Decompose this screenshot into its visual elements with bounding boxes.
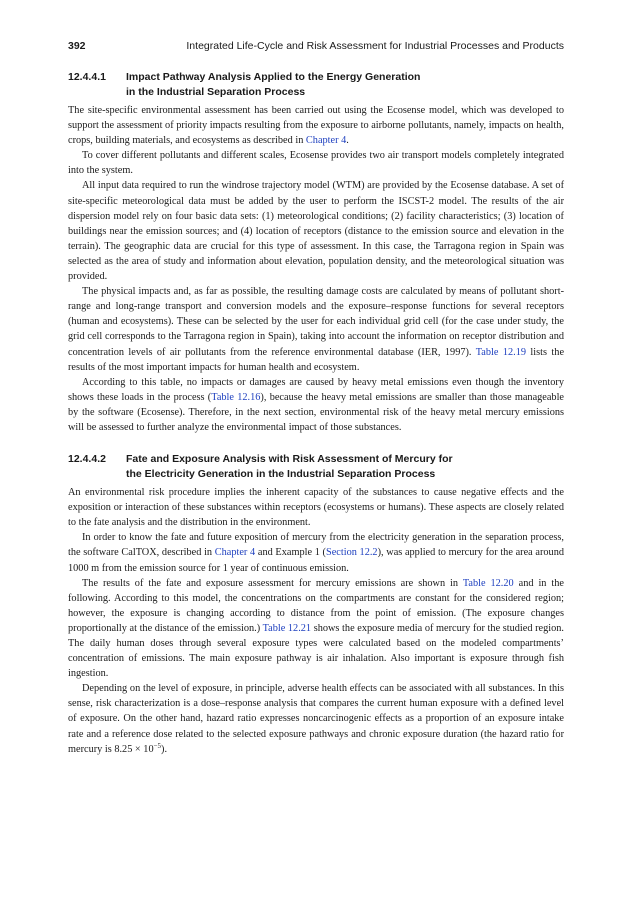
table-12-16-link[interactable]: Table 12.16 [211,391,261,403]
paragraph: All input data required to run the windrose trajectory model (WTM) are provided by the Ecosense database. A set of site-specific meteorological data must be added by the user to perform the ISCST-2 model. The results of the air dispersion model rely on four basic data sets: (1) meteorological conditions; (2) facility characteristics; (3) location of buildings near the emission sources; and (4) location of receptors (distance to the emission source and elevation in the terrain). The geographic data are crucial for this type of assessment. In this case, the Tarragona region in Spain was selected as the area of study and information about elevation, population density, and the meteorological situation was provided. [68,180,564,283]
running-title: Integrated Life-Cycle and Risk Assessment for Industrial Processes and Products [186,40,564,52]
table-12-21-link[interactable]: Table 12.21 [262,622,312,634]
paragraph: The physical impacts and, as far as possible, the resulting damage costs are calculated by means of pollutant short-range and long-range transport and conversion models and the exposure–response functions for several receptors (human and ecosystems). These can be selected by the user for each individual grid cell (for the case under study, the grid cell corresponds to the Tarragona region in Spain), taking into account the information on receptor distribution and concentration levels of air pollutants from the reference environmental database (IER, 1997). Table 12.19 lists the results of the most important impacts for human health and ecosystem. [68,286,565,373]
chapter-4-link[interactable]: Chapter 4 [305,135,347,147]
section-12-4-4-2 [68,452,564,757]
page-number: 392 [68,40,86,52]
section-number: 12.4.4.2 [68,453,106,466]
section-title: Impact Pathway Analysis Applied to the Energy Generation in the Industrial Separation Process [126,71,421,98]
section-heading [68,452,564,482]
table-12-20-link[interactable]: Table 12.20 [462,577,514,589]
exponent: −5 [153,741,162,750]
paragraph: Depending on the level of exposure, in principle, adverse health effects can be associated with all substances. In this sense, risk characterization is a dose–response analysis that compares the current human exposure with a defined level of exposure. On the other hand, hazard ratio expresses noncarcinogenic effects as a proportion of an exposure intake rate and a reference dose related to the selected exposure pathways and chronic exposure duration (the hazard ratio for mercury is $8.25 \times 10^{-5}$). [68,683,564,755]
section-12-4-4-1 [68,70,564,435]
section-heading [68,70,564,100]
paragraph: The site-specific environmental assessment has been carried out using the Ecosense model, which was developed to support the assessment of priority impacts resulting from the exposure to airborne pollutants, namely, impacts on health, crops, building materials, and ecosystems as described in Chapter 4. [68,105,564,147]
section-12-2-link[interactable]: Section 12.2 [325,547,378,559]
page [68,40,564,757]
paragraph: The results of the fate and exposure assessment for mercury emissions are shown in Table 12.20 and in the following. According to this model, the concentrations on the compartments are constant for the considered region; however, the exposure is changing according to distance from the point of emission. (The exposure changes proportionally at the distance of the emission.) Table 12.21 shows the exposure media of mercury for the studied region. The daily human doses through several exposure types were calculated based on the modeled compartments’ concentration of emissions. The main exposure pathway is air inhalation. Also important is exposure through fish ingestion. [68,577,564,680]
section-title: Fate and Exposure Analysis with Risk Assessment of Mercury for the Electricity Generation in the Industrial Separation Process [126,453,453,481]
table-12-19-link[interactable]: Table 12.19 [475,346,527,358]
section-number: 12.4.4.1 [68,71,106,83]
paragraph: To cover different pollutants and different scales, Ecosense provides two air transport models completely integrated into the system. [68,150,564,177]
paragraph: An environmental risk procedure implies the inherent capacity of the substances to cause negative effects and the exposition or interaction of these substances within receptors (ecosystems or humans). These aspects are closely related to the fate analysis and the distribution in the environment. [68,487,564,529]
paragraph: In order to know the fate and future exposition of mercury from the electricity generation in the separation process, the software CalTOX, described in Chapter 4 and Example 1 (Section 12.2), was applied to mercury for the area around 1000 m from the emission source for 1 year of continuous emission. [68,532,564,574]
running-header [68,40,564,52]
paragraph: According to this table, no impacts or damages are caused by heavy metal emissions even though the inventory shows these loads in the process (Table 12.16), because the heavy metal emissions are smaller than those manageable by the software (Ecosense). Therefore, in the next section, environmental risk of the heavy metal mercury emissions will be assessed to further analyze the environmental impact of those substances. [68,376,565,433]
chapter-4-link[interactable]: Chapter 4 [214,547,256,559]
